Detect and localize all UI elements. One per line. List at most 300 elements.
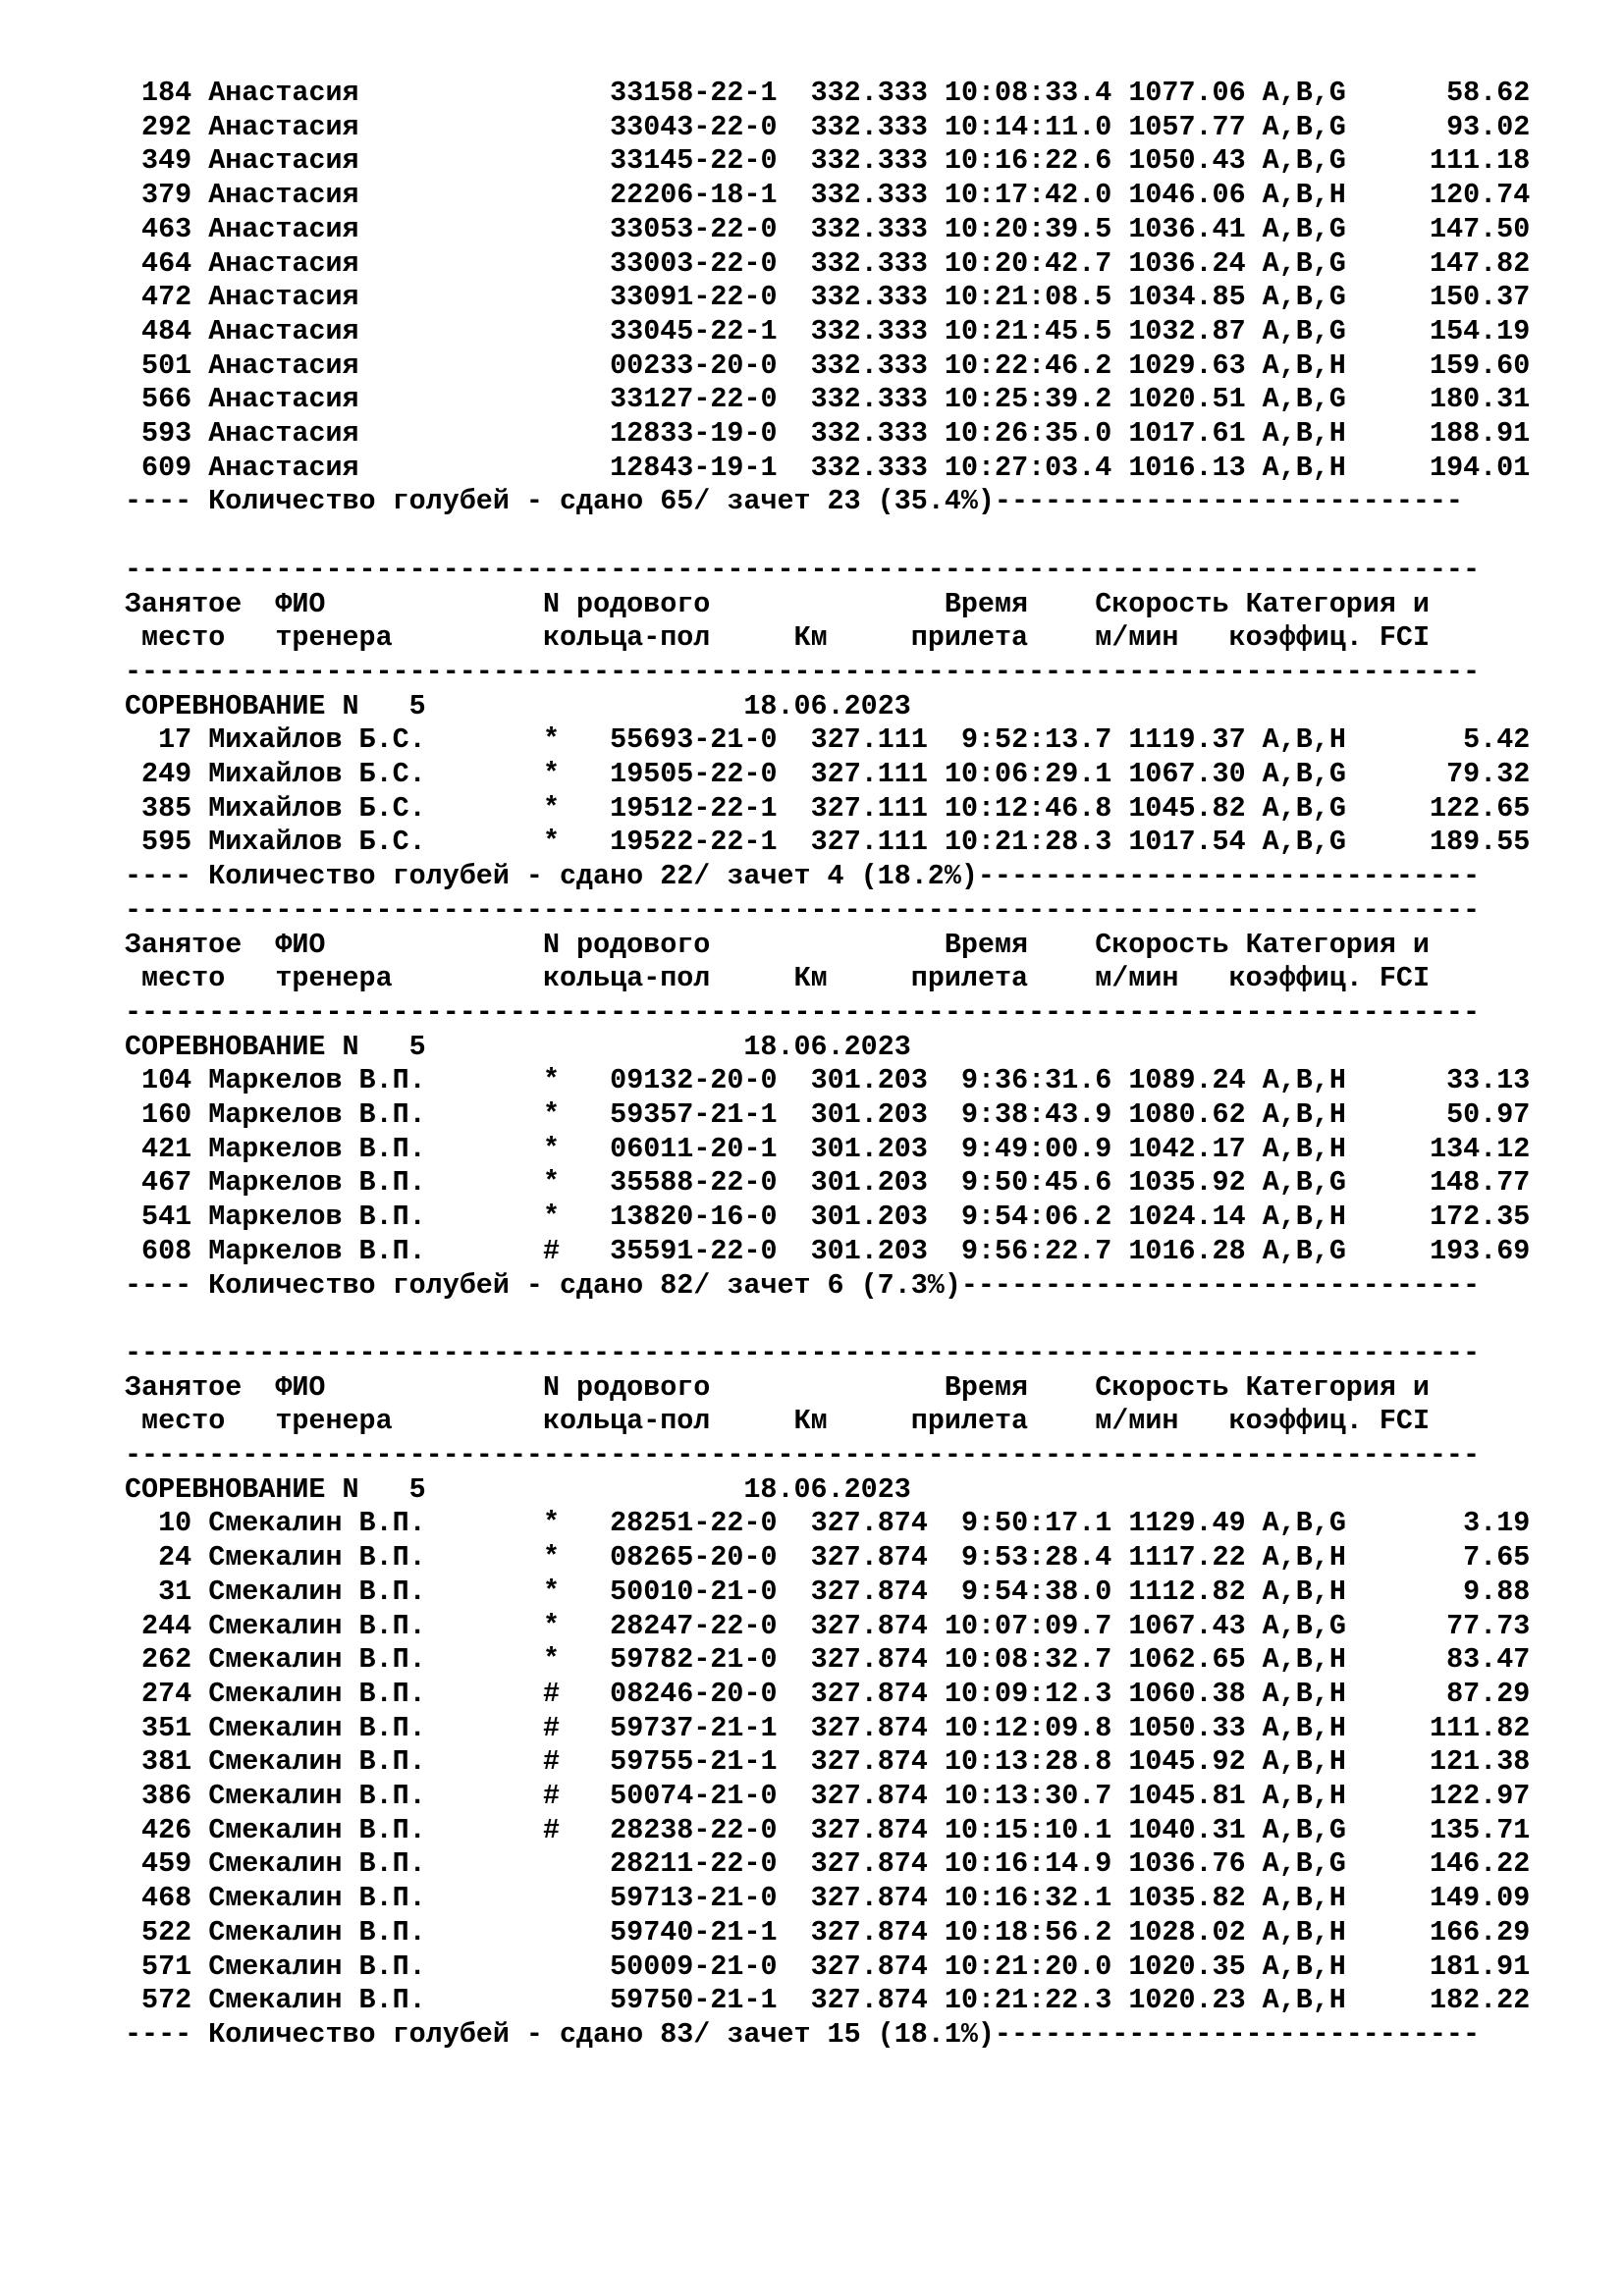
summary-line xyxy=(125,1269,1480,1304)
ring-number: 59713-21-0 xyxy=(610,1882,778,1915)
fci-coef: 87.29 xyxy=(1446,1677,1531,1710)
result-row xyxy=(125,826,1530,860)
header-category: Категория и xyxy=(1245,928,1430,961)
category: A,B,G xyxy=(1262,246,1346,280)
speed: 1020.51 xyxy=(1128,383,1246,416)
category: A,B,H xyxy=(1262,1098,1346,1131)
speed: 1028.02 xyxy=(1128,1915,1246,1949)
arrival-time: 10:21:45.5 xyxy=(944,314,1112,347)
arrival-time: 9:50:17.1 xyxy=(960,1507,1112,1540)
trainer-name: Смекалин В.П. xyxy=(208,1711,426,1744)
place: 566 xyxy=(141,383,192,416)
category: A,B,H xyxy=(1262,1949,1346,1983)
fci-coef: 146.22 xyxy=(1430,1847,1531,1881)
speed: 1020.35 xyxy=(1128,1949,1246,1983)
distance-km: 301.203 xyxy=(810,1132,928,1165)
competition-title: СОРЕВНОВАНИЕ N 5 xyxy=(125,1472,426,1506)
speed: 1129.49 xyxy=(1128,1507,1246,1540)
divider xyxy=(125,1439,1480,1473)
fci-coef: 181.91 xyxy=(1430,1949,1531,1983)
speed: 1062.65 xyxy=(1128,1643,1246,1677)
trainer-name: Смекалин В.П. xyxy=(208,1882,426,1915)
ring-mark: * xyxy=(542,1132,561,1165)
distance-km: 327.111 xyxy=(810,826,928,859)
header-ring: N родового xyxy=(542,1370,711,1404)
speed: 1112.82 xyxy=(1128,1575,1246,1608)
ring-number: 09132-20-0 xyxy=(610,1064,778,1097)
ring-mark: # xyxy=(542,1780,561,1812)
distance-km: 332.333 xyxy=(810,348,928,382)
header-category: Категория и xyxy=(1245,1370,1430,1404)
place: 501 xyxy=(141,348,192,382)
distance-km: 301.203 xyxy=(810,1201,928,1234)
speed: 1035.92 xyxy=(1128,1166,1246,1200)
ring-number: 50009-21-0 xyxy=(610,1949,778,1983)
arrival-time: 10:12:46.8 xyxy=(944,791,1112,825)
header-name: ФИО xyxy=(275,587,326,620)
arrival-time: 10:16:22.6 xyxy=(944,144,1112,178)
result-row xyxy=(125,281,1530,315)
ring-number: 28238-22-0 xyxy=(610,1813,778,1846)
arrival-time: 10:07:09.7 xyxy=(944,1609,1112,1642)
header-time: прилета xyxy=(910,962,1029,995)
category: A,B,G xyxy=(1262,1847,1346,1881)
speed: 1017.61 xyxy=(1128,417,1246,450)
header-ring: кольца-пол xyxy=(542,962,711,995)
category: A,B,H xyxy=(1262,1201,1346,1234)
ring-number: 00233-20-0 xyxy=(610,348,778,382)
category: A,B,G xyxy=(1262,826,1346,859)
speed: 1016.28 xyxy=(1128,1234,1246,1267)
header-ring: кольца-пол xyxy=(542,1405,711,1438)
ring-mark: * xyxy=(542,1541,561,1575)
ring-mark: * xyxy=(542,1609,561,1642)
place: 421 xyxy=(141,1132,192,1165)
result-row xyxy=(125,383,1530,417)
category: A,B,H xyxy=(1262,1745,1346,1779)
trainer-name: Маркелов В.П. xyxy=(208,1234,426,1267)
distance-km: 327.111 xyxy=(810,758,928,790)
fci-coef: 111.82 xyxy=(1430,1711,1531,1744)
header-place: место xyxy=(141,1405,226,1438)
distance-km: 327.874 xyxy=(810,1643,928,1677)
distance-km: 327.874 xyxy=(810,1847,928,1881)
arrival-time: 10:15:10.1 xyxy=(944,1813,1112,1846)
speed: 1016.13 xyxy=(1128,451,1246,484)
place: 10 xyxy=(158,1507,192,1540)
fci-coef: 188.91 xyxy=(1430,417,1531,450)
ring-number: 33053-22-0 xyxy=(610,212,778,245)
distance-km: 332.333 xyxy=(810,179,928,212)
header-speed: м/мин xyxy=(1095,962,1179,995)
divider xyxy=(125,656,1480,690)
summary-line xyxy=(125,860,1480,894)
header-place: Занятое xyxy=(125,587,243,620)
result-row xyxy=(125,1610,1530,1644)
trainer-name: Смекалин В.П. xyxy=(208,1507,426,1540)
place: 472 xyxy=(141,281,192,314)
arrival-time: 10:06:29.1 xyxy=(944,758,1112,790)
category: A,B,G xyxy=(1262,110,1346,143)
header-speed: м/мин xyxy=(1095,1405,1179,1438)
speed: 1035.82 xyxy=(1128,1882,1246,1915)
header-km: Км xyxy=(793,962,828,995)
arrival-time: 10:21:22.3 xyxy=(944,1984,1112,2017)
distance-km: 327.874 xyxy=(810,1915,928,1949)
place: 464 xyxy=(141,246,192,280)
category: A,B,G xyxy=(1262,1507,1346,1540)
trainer-name: Смекалин В.П. xyxy=(208,1813,426,1846)
fci-coef: 122.65 xyxy=(1430,791,1531,825)
trainer-name: Михайлов Б.С. xyxy=(208,723,426,757)
fci-coef: 5.42 xyxy=(1463,723,1531,757)
distance-km: 332.333 xyxy=(810,77,928,109)
result-row xyxy=(125,144,1530,179)
trainer-name: Михайлов Б.С. xyxy=(208,826,426,859)
distance-km: 332.333 xyxy=(810,417,928,450)
ring-number: 35588-22-0 xyxy=(610,1166,778,1200)
arrival-time: 10:09:12.3 xyxy=(944,1677,1112,1710)
category: A,B,H xyxy=(1262,1882,1346,1915)
trainer-name: Смекалин В.П. xyxy=(208,1984,426,2017)
place: 17 xyxy=(158,723,192,757)
distance-km: 332.333 xyxy=(810,212,928,245)
arrival-time: 10:26:35.0 xyxy=(944,417,1112,450)
header-speed: Скорость xyxy=(1095,587,1229,620)
place: 608 xyxy=(141,1234,192,1267)
ring-number: 59755-21-1 xyxy=(610,1745,778,1779)
competition-line xyxy=(125,690,911,724)
category: A,B,H xyxy=(1262,723,1346,757)
fci-coef: 120.74 xyxy=(1430,179,1531,212)
divider-line: --------------------------------------------------------------------------------- xyxy=(125,655,1481,688)
category: A,B,H xyxy=(1262,1915,1346,1949)
result-row xyxy=(125,1916,1530,1950)
place: 468 xyxy=(141,1882,192,1915)
category: A,B,H xyxy=(1262,1677,1346,1710)
place: 571 xyxy=(141,1949,192,1983)
trainer-name: Маркелов В.П. xyxy=(208,1064,426,1097)
result-row xyxy=(125,1098,1530,1133)
result-row xyxy=(125,1847,1530,1882)
category: A,B,H xyxy=(1262,1711,1346,1744)
fci-coef: 172.35 xyxy=(1430,1201,1531,1234)
arrival-time: 9:53:28.4 xyxy=(960,1541,1112,1575)
fci-coef: 154.19 xyxy=(1430,314,1531,347)
place: 351 xyxy=(141,1711,192,1744)
trainer-name: Анастасия xyxy=(208,383,359,416)
header-ring: N родового xyxy=(542,928,711,961)
category: A,B,G xyxy=(1262,758,1346,790)
trainer-name: Смекалин В.П. xyxy=(208,1780,426,1812)
arrival-time: 10:08:32.7 xyxy=(944,1643,1112,1677)
speed: 1080.62 xyxy=(1128,1098,1246,1131)
summary-line xyxy=(125,485,1463,519)
category: A,B,G xyxy=(1262,791,1346,825)
speed: 1045.92 xyxy=(1128,1745,1246,1779)
fci-coef: 166.29 xyxy=(1430,1915,1531,1949)
result-row xyxy=(125,1133,1530,1167)
result-row xyxy=(125,1745,1530,1780)
category: A,B,H xyxy=(1262,179,1346,212)
place: 386 xyxy=(141,1780,192,1812)
result-row xyxy=(125,1678,1530,1712)
competition-date: 18.06.2023 xyxy=(743,1472,911,1506)
fci-coef: 79.32 xyxy=(1446,758,1531,790)
header-place: место xyxy=(141,621,226,655)
distance-km: 332.333 xyxy=(810,246,928,280)
place: 31 xyxy=(158,1575,192,1608)
arrival-time: 10:27:03.4 xyxy=(944,451,1112,484)
fci-coef: 93.02 xyxy=(1446,110,1531,143)
trainer-name: Смекалин В.П. xyxy=(208,1915,426,1949)
distance-km: 327.874 xyxy=(810,1813,928,1846)
arrival-time: 10:17:42.0 xyxy=(944,179,1112,212)
category: A,B,H xyxy=(1262,1132,1346,1165)
speed: 1036.76 xyxy=(1128,1847,1246,1881)
trainer-name: Маркелов В.П. xyxy=(208,1166,426,1200)
place: 463 xyxy=(141,212,192,245)
place: 24 xyxy=(158,1541,192,1575)
distance-km: 301.203 xyxy=(810,1064,928,1097)
distance-km: 327.874 xyxy=(810,1984,928,2017)
ring-number: 33003-22-0 xyxy=(610,246,778,280)
trainer-name: Анастасия xyxy=(208,451,359,484)
ring-mark: * xyxy=(542,1166,561,1200)
trainer-name: Анастасия xyxy=(208,417,359,450)
ring-number: 33045-22-1 xyxy=(610,314,778,347)
arrival-time: 9:56:22.7 xyxy=(960,1234,1112,1267)
competition-line xyxy=(125,1031,911,1065)
ring-mark: # xyxy=(542,1677,561,1710)
ring-number: 12833-19-0 xyxy=(610,417,778,450)
ring-mark: # xyxy=(542,1813,561,1846)
result-row xyxy=(125,452,1530,486)
speed: 1119.37 xyxy=(1128,723,1246,757)
column-header xyxy=(125,1371,1430,1406)
trainer-name: Анастасия xyxy=(208,281,359,314)
speed: 1077.06 xyxy=(1128,77,1246,109)
ring-mark: * xyxy=(542,1098,561,1131)
distance-km: 301.203 xyxy=(810,1166,928,1200)
fci-coef: 193.69 xyxy=(1430,1234,1531,1267)
place: 381 xyxy=(141,1745,192,1779)
category: A,B,H xyxy=(1262,1064,1346,1097)
result-row xyxy=(125,1575,1530,1610)
result-row xyxy=(125,213,1530,247)
trainer-name: Смекалин В.П. xyxy=(208,1949,426,1983)
header-speed: Скорость xyxy=(1095,1370,1229,1404)
category: A,B,G xyxy=(1262,77,1346,109)
ring-number: 33127-22-0 xyxy=(610,383,778,416)
result-row xyxy=(125,179,1530,213)
distance-km: 327.874 xyxy=(810,1882,928,1915)
category: A,B,G xyxy=(1262,1234,1346,1267)
ring-number: 55693-21-0 xyxy=(610,723,778,757)
summary-text: ---- Количество голубей - сдано 65/ зачет 23 (35.4%)---------------------------- xyxy=(125,485,1463,518)
place: 541 xyxy=(141,1201,192,1234)
summary-text: ---- Количество голубей - сдано 22/ зачет 4 (18.2%)------------------------------ xyxy=(125,860,1481,893)
distance-km: 332.333 xyxy=(810,314,928,347)
header-place: Занятое xyxy=(125,1370,243,1404)
distance-km: 332.333 xyxy=(810,281,928,314)
arrival-time: 10:14:11.0 xyxy=(944,110,1112,143)
result-row xyxy=(125,1201,1530,1235)
place: 244 xyxy=(141,1609,192,1642)
trainer-name: Михайлов Б.С. xyxy=(208,758,426,790)
category: A,B,G xyxy=(1262,1166,1346,1200)
result-row xyxy=(125,1882,1530,1916)
place: 459 xyxy=(141,1847,192,1881)
competition-date: 18.06.2023 xyxy=(743,689,911,722)
divider xyxy=(125,894,1480,929)
category: A,B,G xyxy=(1262,144,1346,178)
summary-text: ---- Количество голубей - сдано 82/ зачет 6 (7.3%)------------------------------- xyxy=(125,1268,1481,1302)
speed: 1050.33 xyxy=(1128,1711,1246,1744)
fci-coef: 149.09 xyxy=(1430,1882,1531,1915)
competition-title: СОРЕВНОВАНИЕ N 5 xyxy=(125,1030,426,1063)
distance-km: 301.203 xyxy=(810,1234,928,1267)
divider-line: --------------------------------------------------------------------------------- xyxy=(125,553,1481,586)
ring-mark: * xyxy=(542,791,561,825)
fci-coef: 159.60 xyxy=(1430,348,1531,382)
category: A,B,H xyxy=(1262,1984,1346,2017)
trainer-name: Смекалин В.П. xyxy=(208,1643,426,1677)
summary-text: ---- Количество голубей - сдано 83/ зачет 15 (18.1%)----------------------------- xyxy=(125,2017,1481,2051)
header-time: Время xyxy=(944,928,1029,961)
speed: 1036.41 xyxy=(1128,212,1246,245)
ring-mark: * xyxy=(542,723,561,757)
place: 385 xyxy=(141,791,192,825)
distance-km: 327.111 xyxy=(810,723,928,757)
header-name: ФИО xyxy=(275,928,326,961)
arrival-time: 10:20:42.7 xyxy=(944,246,1112,280)
trainer-name: Анастасия xyxy=(208,179,359,212)
category: A,B,G xyxy=(1262,383,1346,416)
fci-coef: 182.22 xyxy=(1430,1984,1531,2017)
speed: 1067.43 xyxy=(1128,1609,1246,1642)
fci-coef: 83.47 xyxy=(1446,1643,1531,1677)
speed: 1017.54 xyxy=(1128,826,1246,859)
category: A,B,H xyxy=(1262,1541,1346,1575)
speed: 1045.81 xyxy=(1128,1780,1246,1812)
arrival-time: 10:12:09.8 xyxy=(944,1711,1112,1744)
header-km: Км xyxy=(793,1405,828,1438)
place: 572 xyxy=(141,1984,192,2017)
speed: 1042.17 xyxy=(1128,1132,1246,1165)
result-row xyxy=(125,1507,1530,1541)
result-row xyxy=(125,1712,1530,1746)
ring-mark: # xyxy=(542,1234,561,1267)
header-ring: кольца-пол xyxy=(542,621,711,655)
competition-line xyxy=(125,1473,911,1508)
distance-km: 327.874 xyxy=(810,1507,928,1540)
ring-number: 19505-22-0 xyxy=(610,758,778,790)
trainer-name: Маркелов В.П. xyxy=(208,1098,426,1131)
ring-number: 28251-22-0 xyxy=(610,1507,778,1540)
speed: 1029.63 xyxy=(1128,348,1246,382)
header-place: место xyxy=(141,962,226,995)
trainer-name: Смекалин В.П. xyxy=(208,1745,426,1779)
fci-coef: 134.12 xyxy=(1430,1132,1531,1165)
trainer-name: Смекалин В.П. xyxy=(208,1575,426,1608)
place: 262 xyxy=(141,1643,192,1677)
header-name: тренера xyxy=(275,1405,393,1438)
category: A,B,G xyxy=(1262,212,1346,245)
header-place: Занятое xyxy=(125,928,243,961)
ring-number: 12843-19-1 xyxy=(610,451,778,484)
header-km: Км xyxy=(793,621,828,655)
fci-coef: 122.97 xyxy=(1430,1780,1531,1812)
ring-number: 59357-21-1 xyxy=(610,1098,778,1131)
category: A,B,H xyxy=(1262,348,1346,382)
trainer-name: Михайлов Б.С. xyxy=(208,791,426,825)
result-row xyxy=(125,1064,1530,1098)
column-header xyxy=(125,621,1430,656)
speed: 1046.06 xyxy=(1128,179,1246,212)
place: 160 xyxy=(141,1098,192,1131)
trainer-name: Анастасия xyxy=(208,212,359,245)
place: 609 xyxy=(141,451,192,484)
trainer-name: Анастасия xyxy=(208,348,359,382)
speed: 1050.43 xyxy=(1128,144,1246,178)
place: 249 xyxy=(141,758,192,790)
fci-coef: 150.37 xyxy=(1430,281,1531,314)
speed: 1067.30 xyxy=(1128,758,1246,790)
fci-coef: 135.71 xyxy=(1430,1813,1531,1846)
distance-km: 327.874 xyxy=(810,1677,928,1710)
place: 467 xyxy=(141,1166,192,1200)
distance-km: 332.333 xyxy=(810,110,928,143)
ring-number: 33091-22-0 xyxy=(610,281,778,314)
header-category: коэффиц. FCI xyxy=(1228,621,1430,655)
place: 484 xyxy=(141,314,192,347)
header-category: коэффиц. FCI xyxy=(1228,962,1430,995)
arrival-time: 10:16:14.9 xyxy=(944,1847,1112,1881)
ring-number: 06011-20-1 xyxy=(610,1132,778,1165)
result-row xyxy=(125,77,1530,111)
ring-number: 28247-22-0 xyxy=(610,1609,778,1642)
arrival-time: 10:13:30.7 xyxy=(944,1780,1112,1812)
ring-mark: * xyxy=(542,1507,561,1540)
trainer-name: Анастасия xyxy=(208,110,359,143)
fci-coef: 111.18 xyxy=(1430,144,1531,178)
result-row xyxy=(125,315,1530,349)
arrival-time: 10:16:32.1 xyxy=(944,1882,1112,1915)
distance-km: 327.874 xyxy=(810,1711,928,1744)
category: A,B,G xyxy=(1262,314,1346,347)
header-name: тренера xyxy=(275,962,393,995)
ring-number: 33043-22-0 xyxy=(610,110,778,143)
speed: 1036.24 xyxy=(1128,246,1246,280)
category: A,B,H xyxy=(1262,1643,1346,1677)
speed: 1034.85 xyxy=(1128,281,1246,314)
header-time: прилета xyxy=(910,621,1029,655)
arrival-time: 10:21:20.0 xyxy=(944,1949,1112,1983)
column-header xyxy=(125,588,1430,622)
distance-km: 327.874 xyxy=(810,1609,928,1642)
distance-km: 327.874 xyxy=(810,1949,928,1983)
place: 522 xyxy=(141,1915,192,1949)
speed: 1032.87 xyxy=(1128,314,1246,347)
speed: 1117.22 xyxy=(1128,1541,1246,1575)
speed: 1020.23 xyxy=(1128,1984,1246,2017)
ring-mark: * xyxy=(542,758,561,790)
fci-coef: 7.65 xyxy=(1463,1541,1531,1575)
arrival-time: 9:49:00.9 xyxy=(960,1132,1112,1165)
fci-coef: 58.62 xyxy=(1446,77,1531,109)
arrival-time: 9:52:13.7 xyxy=(960,723,1112,757)
